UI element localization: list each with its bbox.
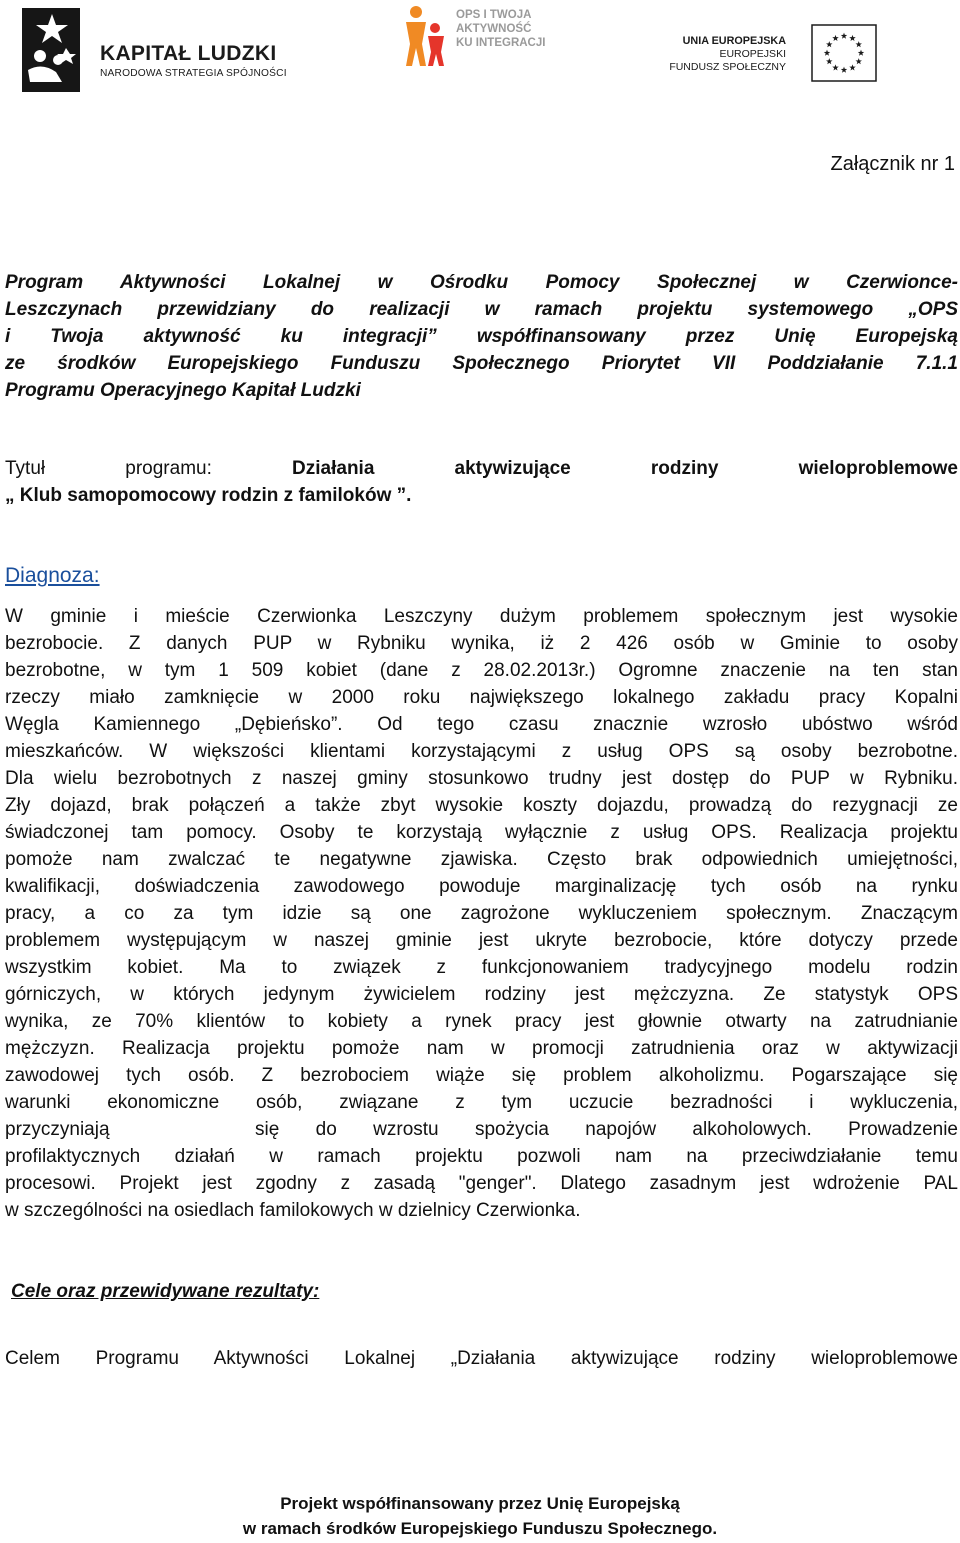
- ops-logo-line: AKTYWNOŚĆ: [456, 23, 532, 35]
- diagnosis-line: Dla wielu bezrobotnych z naszej gminy stosunkowo trudny jest dostęp do PUP w Rybniku.: [5, 768, 958, 789]
- ops-figures-icon: [402, 4, 448, 68]
- header-logos: [0, 0, 960, 100]
- program-title-prefix: Tytuł programu:: [5, 458, 212, 479]
- intro-line: i Twoja aktywność ku integracji” współfinansowany przez Unię Europejską: [5, 326, 958, 347]
- diagnosis-line: warunki ekonomiczne osób, związane z tym uczucie bezradności i wykluczenia,: [5, 1092, 958, 1113]
- diagnosis-line: pomoże nam zwalczać te negatywne zjawiska. Często brak odpowiednich umiejętności,: [5, 849, 958, 870]
- ops-logo-text: [456, 8, 545, 50]
- intro-line: Program Aktywności Lokalnej w Ośrodku Pomocy Społecznej w Czerwionce-: [5, 272, 958, 293]
- page-footer: [0, 1491, 960, 1541]
- footer-line1: Projekt współfinansowany przez Unię Europejską: [280, 1494, 680, 1513]
- intro-line: Programu Operacyjnego Kapitał Ludzki: [5, 380, 361, 401]
- kapital-ludzki-logo: [22, 8, 312, 94]
- kapital-ludzki-title: KAPITAŁ LUDZKI: [100, 42, 277, 65]
- kapital-ludzki-star-icon: [22, 8, 80, 92]
- eu-logo-line1: UNIA EUROPEJSKA: [682, 35, 786, 47]
- diagnosis-line: bezrobocie. Z danych PUP w Rybniku wynika, iż 2 426 osób w Gminie to osoby: [5, 633, 958, 654]
- ops-logo: [402, 2, 572, 72]
- diagnosis-line: W gminie i mieście Czerwionka Leszczyny dużym problemem społecznym jest wysokie: [5, 606, 958, 627]
- diagnosis-line: świadczonej tam pomocy. Osoby te korzystają wyłącznie z usług OPS. Realizacja projektu: [5, 822, 958, 843]
- ops-logo-line: KU INTEGRACJI: [456, 37, 546, 49]
- diagnosis-line: problemem występującym w naszej gminie jest ukryte bezrobocie, które dotyczy przede: [5, 930, 958, 951]
- diagnosis-line: rzeczy miało zamknięcie w 2000 roku największego lokalnego zakładu pracy Kopalni: [5, 687, 958, 708]
- eu-flag-icon: [811, 24, 877, 82]
- diagnosis-line: w szczególności na osiedlach familokowych w dzielnicy Czerwionka.: [5, 1200, 581, 1221]
- eu-logo-text: [668, 34, 786, 74]
- diagnosis-body: [5, 603, 958, 1224]
- diagnosis-line: wynika, ze 70% klientów to kobiety a rynek pracy jest głownie otwarty na zatrudnianie: [5, 1011, 958, 1032]
- diagnosis-line: mieszkańców. W większości klientami korzystającymi z usług OPS są osoby bezrobotne.: [5, 741, 958, 762]
- footer-line2: w ramach środków Europejskiego Funduszu Społecznego.: [242, 1519, 718, 1538]
- eu-logo-line2: EUROPEJSKI: [719, 48, 786, 60]
- intro-line: Leszczynach przewidziany do realizacji w ramach projektu systemowego „OPS: [5, 299, 958, 320]
- diagnosis-line: górniczych, w których jedynym żywicielem rodziny jest mężczyzna. Ze statystyk OPS: [5, 984, 958, 1005]
- diagnosis-line: bezrobotne, w tym 1 509 kobiet (dane z 28.02.2013r.) Ogromne znaczenie na ten stan: [5, 660, 958, 681]
- program-title-name: Działania aktywizujące rodziny wieloproblemowe: [292, 458, 958, 479]
- diagnosis-line: profilaktycznych działań w ramach projektu pozwoli nam na przeciwdziałanie temu: [5, 1146, 958, 1167]
- program-title-line1: [5, 455, 958, 482]
- diagnosis-line: mężczyzn. Realizacja projektu pomoże nam w promocji zatrudnienia oraz w aktywizacji: [5, 1038, 958, 1059]
- diagnosis-line: kwalifikacji, doświadczenia zawodowego powoduje marginalizację tych osób na rynku: [5, 876, 958, 897]
- annex-label: Załącznik nr 1: [830, 153, 955, 175]
- diagnosis-line: wszystkim kobiet. Ma to związek z funkcjonowaniem tradycyjnego modelu rodzin: [5, 957, 958, 978]
- diagnosis-heading: Diagnoza:: [5, 564, 100, 587]
- goals-heading: Cele oraz przewidywane rezultaty:: [11, 1281, 320, 1302]
- eu-logo-line3: FUNDUSZ SPOŁECZNY: [669, 61, 786, 73]
- diagnosis-line: Zły dojazd, brak połączeń a także zbyt wysokie koszty dojazdu, prowadzą do rezygnacji ze: [5, 795, 958, 816]
- diagnosis-line: pracy, a co za tym idzie są one zagrożone wykluczeniem społecznym. Znaczącym: [5, 903, 958, 924]
- kapital-ludzki-subtitle: NARODOWA STRATEGIA SPÓJNOŚCI: [100, 68, 287, 79]
- diagnosis-line: procesowi. Projekt jest zgodny z zasadą "genger". Dlatego zasadnym jest wdrożenie PAL: [5, 1173, 958, 1194]
- program-title: [5, 455, 958, 509]
- diagnosis-line: zawodowej tych osób. Z bezrobociem wiąże się problem alkoholizmu. Pogarszające się: [5, 1065, 958, 1086]
- diagnosis-line: Węgla Kamiennego „Dębieńsko”. Od tego czasu znacznie wzrosło ubóstwo wśród: [5, 714, 958, 735]
- ops-logo-line: OPS I TWOJA: [456, 9, 532, 21]
- diagnosis-line: przyczyniają się do wzrostu spożycia napojów alkoholowych. Prowadzenie: [5, 1119, 958, 1140]
- intro-line: ze środków Europejskiego Funduszu Społecznego Priorytet VII Poddziałanie 7.1.1: [5, 353, 958, 374]
- program-intro: [5, 269, 958, 404]
- program-title-line2: „ Klub samopomocowy rodzin z familoków ”.: [5, 485, 412, 506]
- goals-line: Celem Programu Aktywności Lokalnej „Działania aktywizujące rodziny wieloproblemowe: [5, 1348, 958, 1369]
- goals-body: [5, 1345, 958, 1372]
- eu-logo: [668, 24, 880, 84]
